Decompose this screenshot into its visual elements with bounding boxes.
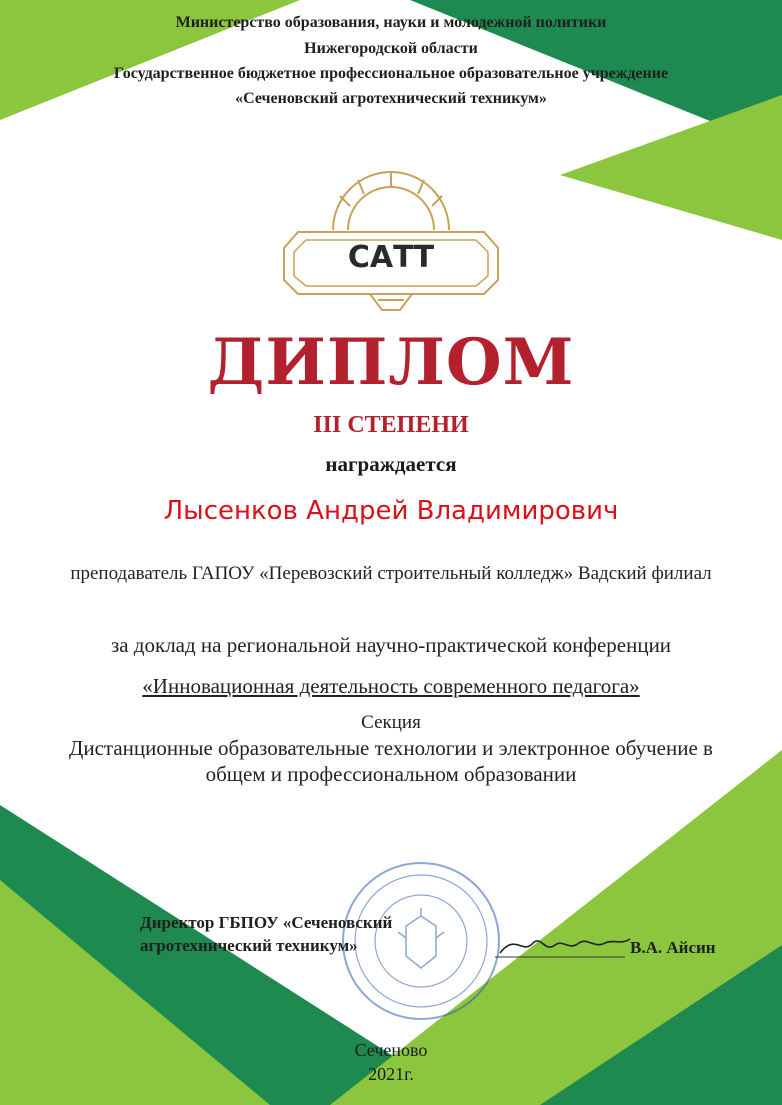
signatory-name: В.А. Айсин <box>630 938 716 957</box>
conference-title <box>0 674 782 699</box>
header-ministry: Министерство образования, науки и молодежной политики <box>175 14 607 31</box>
section-name-line1: Дистанционные образовательные технологии и электронное обучение в <box>69 736 713 760</box>
award-reason: за доклад на региональной научно-практической конференции <box>110 633 672 657</box>
diploma-title: ДИПЛОМ <box>207 325 575 400</box>
header-institution-name: «Сеченовский агротехнический техникум» <box>235 90 547 107</box>
header-institution-type: Государственное бюджетное профессиональное образовательное учреждение <box>113 65 669 82</box>
footer-year: 2021г. <box>368 1064 414 1084</box>
header-region: Нижегородской области <box>304 40 478 57</box>
signatory-title-line2: агротехнический техникум» <box>140 936 358 955</box>
conference-title-text: «Инновационная деятельность современного педагога» <box>142 674 640 698</box>
top-right-light-green-shape <box>560 95 782 240</box>
emblem-abbreviation: САТТ <box>347 240 435 275</box>
official-stamp-icon <box>340 860 502 1022</box>
section-name-line2: общем и профессиональном образовании <box>205 762 577 786</box>
footer-city: Сеченово <box>354 1040 428 1060</box>
diploma-degree: III СТЕПЕНИ <box>313 412 469 438</box>
signatory-title-line1: Директор ГБПОУ «Сеченовский <box>140 913 393 932</box>
recipient-name: Лысенков Андрей Владимирович <box>163 496 619 526</box>
awarded-label: награждается <box>325 452 457 476</box>
recipient-position: преподаватель ГАПОУ «Перевозский строительный колледж» Вадский филиал <box>70 563 712 584</box>
handwritten-signature-icon <box>495 925 635 965</box>
section-label: Секция <box>361 712 421 733</box>
